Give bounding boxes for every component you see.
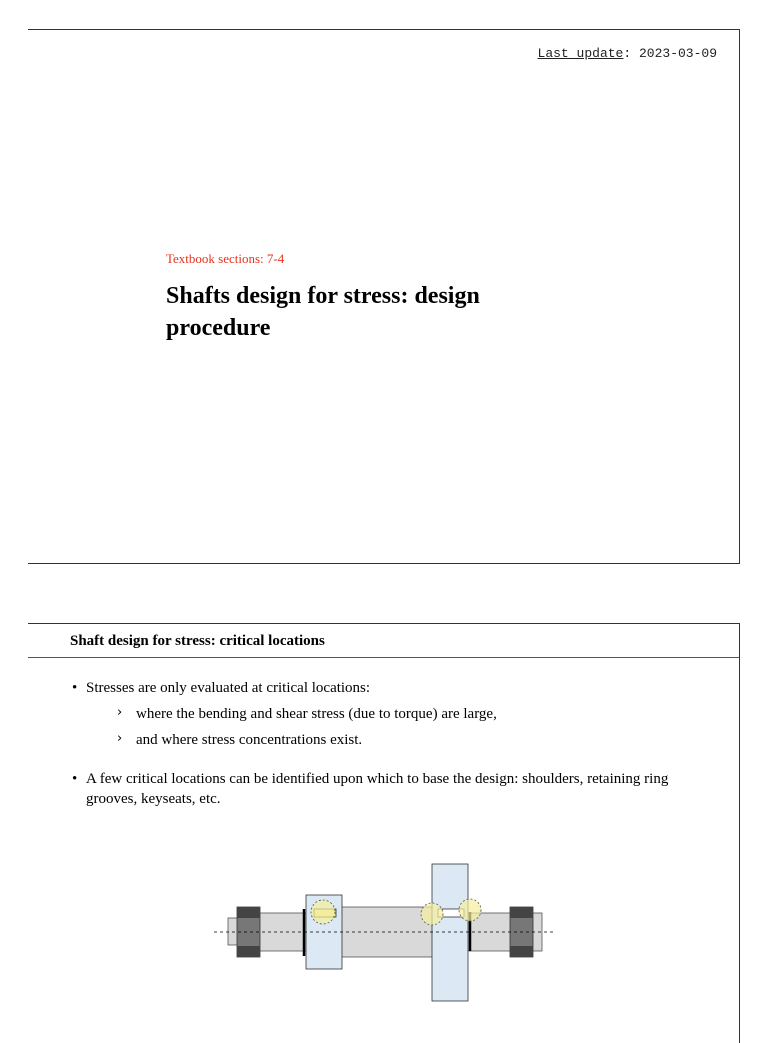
slide-heading: Shaft design for stress: critical locations <box>70 633 325 649</box>
bearing-right-race-bottom <box>510 946 533 957</box>
last-update-separator: : <box>623 46 632 61</box>
sub-bullet-item <box>86 704 712 724</box>
title-slide <box>28 29 740 564</box>
last-update-date: 2023-03-09 <box>638 46 717 61</box>
sub-bullet-text: where the bending and shear stress (due to torque) are large, <box>136 706 497 722</box>
last-update <box>538 46 717 61</box>
gear-hub-right <box>432 864 468 1001</box>
shaft-left-end <box>228 918 238 945</box>
bearing-right-race-top <box>510 907 533 918</box>
bullet-list <box>72 678 712 809</box>
bullet-text: Stresses are only evaluated at critical locations: <box>86 680 371 696</box>
sub-bullet-item <box>86 730 712 750</box>
content-slide <box>28 623 740 1043</box>
shaft-diagram <box>212 859 572 1004</box>
slide-header <box>28 624 739 658</box>
bearing-left-race-top <box>237 907 260 918</box>
bullet-item <box>72 678 712 750</box>
bullet-item <box>72 769 712 809</box>
slide-title: Shafts design for stress: design procedure <box>166 283 480 341</box>
bullet-text: A few critical locations can be identified upon which to base the design: shoulders, retaining ring grooves, keyseats, etc. <box>86 771 669 807</box>
critical-location-marker <box>421 903 443 925</box>
critical-location-marker <box>311 900 335 924</box>
sub-bullet-text: and where stress concentrations exist. <box>136 732 363 748</box>
textbook-sections: Textbook sections: 7-4 <box>166 251 285 266</box>
last-update-label: Last update <box>537 46 624 61</box>
critical-location-marker <box>459 899 481 921</box>
bearing-left-race-bottom <box>237 946 260 957</box>
